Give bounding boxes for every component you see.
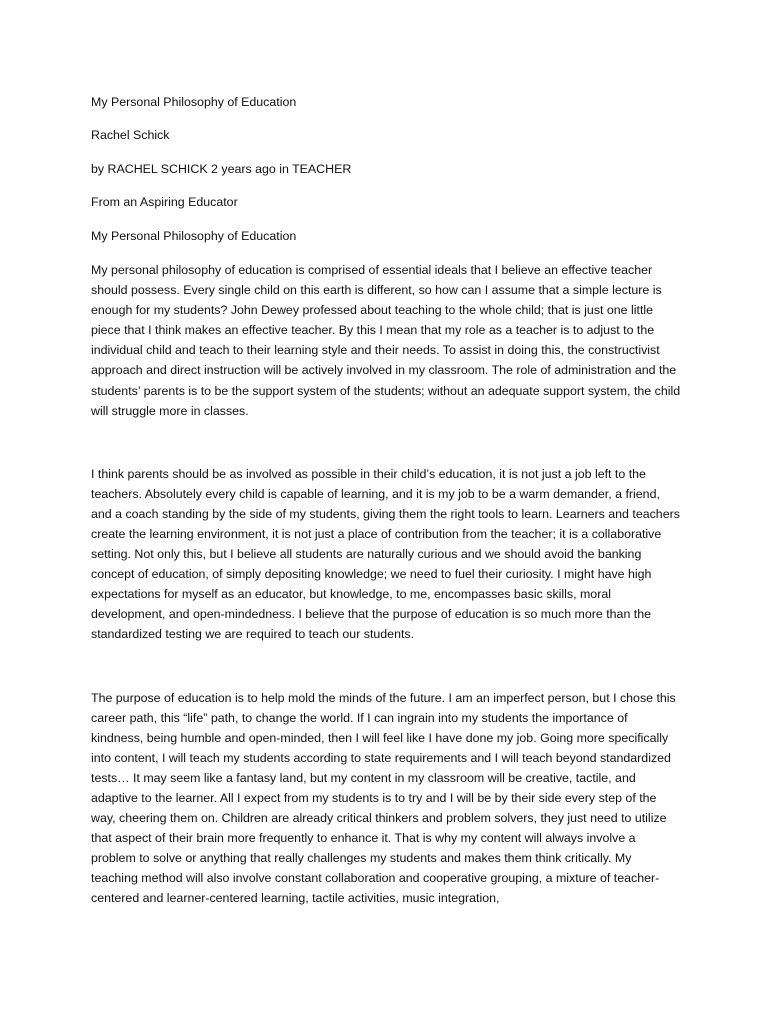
paragraph-2: I think parents should be as involved as possible in their child’s education, it is not just a job left to the teachers. Absolutely every child is capable of learning, and it is my job to be a warm demander, a friend, and a coach standing by the side of my students, giving them the right tools to learn. Learners and teachers create the learning environment, it is not just a place of contribution from the teacher; it is a collaborative setting. Not only this, but I believe all students are naturally curious and we should avoid the banking concept of education, of simply depositing knowledge; we need to fuel their curiosity. I might have high expectations for myself as an educator, but knowledge, to me, encompasses basic skills, moral development, and open-mindedness. I believe that the purpose of education is so much more than the standardized testing we are required to teach our students. (91, 466, 680, 642)
paragraph-1: My personal philosophy of education is comprised of essential ideals that I believe an effective teacher should possess. Every single child on this earth is different, so how can I assume that a simple lecture is enough for my students? John Dewey professed about teaching to the whole child; that is just one little piece that I think makes an effective teacher. By this I mean that my role as a teacher is to adjust to the individual child and teach to their learning style and their needs. To assist in doing this, the constructivist approach and direct instruction will be actively involved in my classroom. The role of administration and the students’ parents is to be the support system of the students; without an adequate support system, the child will struggle more in classes. (91, 262, 681, 418)
section-heading: My Personal Philosophy of Education (91, 228, 297, 243)
document-title: My Personal Philosophy of Education (91, 95, 297, 109)
author-name: Rachel Schick (91, 128, 170, 143)
paragraph-3: The purpose of education is to help mold the minds of the future. I am an imperfect person, but I chose this career path, this “life” path, to change the world. If I can ingrain into my students the importance of kindness, being humble and open-minded, then I will feel like I have done my job. Going more specifically into content, I will teach my students according to state requirements and I will teach beyond standardized tests… It may seem like a fantasy land, but my content in my classroom will be creative, tactile, and adaptive to the learner. All I expect from my students is to try and I will be by their side every step of the way, cheering them on. Children are already critical thinkers and problem solvers, they just need to utilize that aspect of their brain more frequently to enhance it. That is why my content will always involve a problem to solve or anything that really challenges my students and makes them think critically. My teaching method will also involve constant collaboration and cooperative grouping, a mixture of teacher-centered and learner-centered learning, tactile activities, music integration, (91, 690, 676, 906)
subtitle: From an Aspiring Educator (91, 195, 238, 210)
document-body (91, 93, 681, 909)
byline: by RACHEL SCHICK 2 years ago in TEACHER (91, 161, 352, 176)
